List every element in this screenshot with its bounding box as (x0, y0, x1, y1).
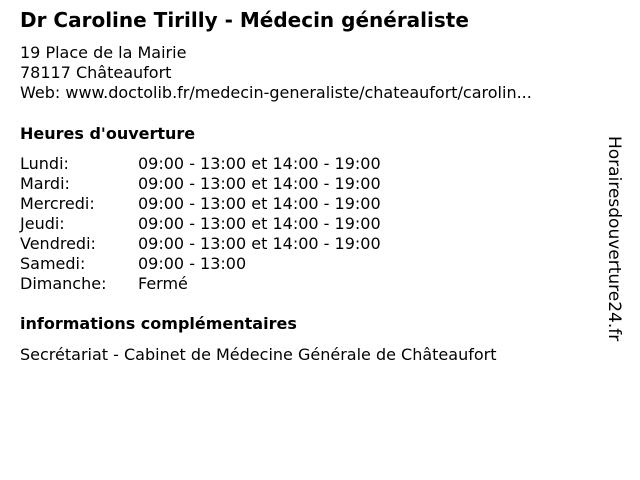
time-range: 09:00 - 13:00 et 14:00 - 19:00 (138, 234, 381, 253)
address-city: 78117 Châteaufort (20, 63, 172, 82)
address-block (20, 43, 532, 103)
day-label: Mardi: (20, 174, 70, 193)
time-range: 09:00 - 13:00 et 14:00 - 19:00 (138, 174, 381, 193)
day-label: Vendredi: (20, 234, 96, 253)
hours-heading: Heures d'ouverture (20, 124, 196, 143)
time-range: 09:00 - 13:00 (138, 254, 247, 273)
day-label: Mercredi: (20, 194, 95, 213)
address-street: 19 Place de la Mairie (20, 43, 187, 62)
time-range: 09:00 - 13:00 et 14:00 - 19:00 (138, 214, 381, 233)
time-range: 09:00 - 13:00 et 14:00 - 19:00 (138, 154, 381, 173)
watermark: Horairesdouverture24.fr (604, 136, 624, 342)
time-range: 09:00 - 13:00 et 14:00 - 19:00 (138, 194, 381, 213)
address-web: Web: www.doctolib.fr/medecin-generaliste/chateaufort/carolin... (20, 83, 532, 102)
page-title: Dr Caroline Tirilly - Médecin généraliste (20, 8, 469, 32)
day-label: Jeudi: (20, 214, 65, 233)
day-label: Samedi: (20, 254, 86, 273)
info-text: Secrétariat - Cabinet de Médecine Générale de Châteaufort (20, 345, 497, 364)
time-range: Fermé (138, 274, 188, 293)
day-label: Dimanche: (20, 274, 107, 293)
info-heading: informations complémentaires (20, 314, 297, 333)
day-label: Lundi: (20, 154, 69, 173)
